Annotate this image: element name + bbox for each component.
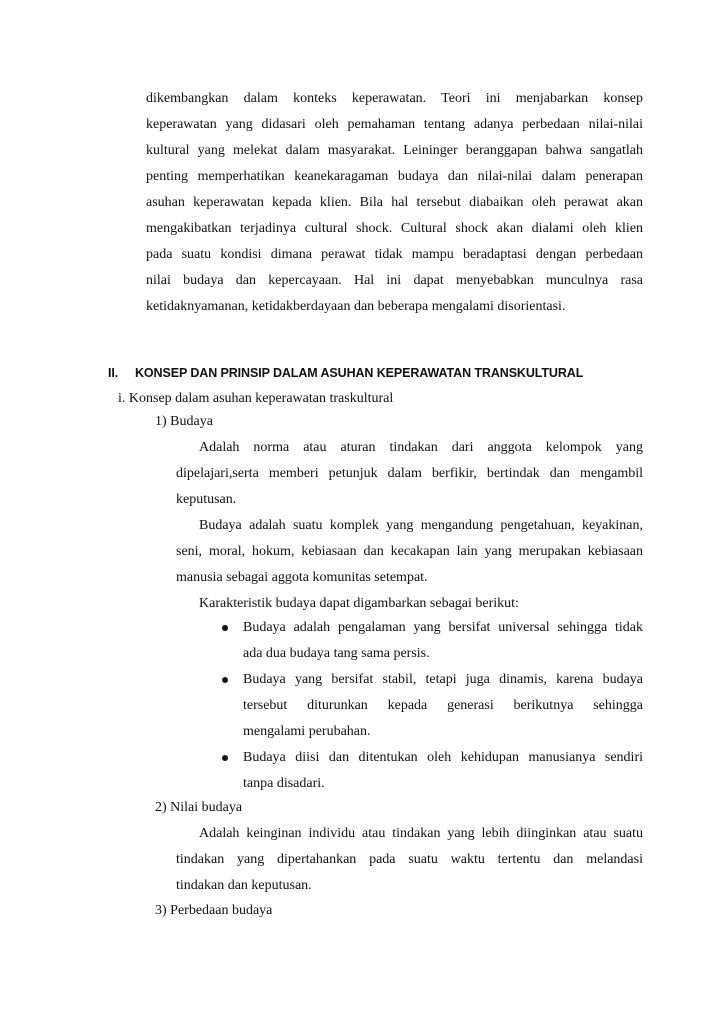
section-number: II. <box>108 366 119 380</box>
bullet-line: Budaya yang bersifat stabil, tetapi juga dinamis, karena budaya <box>243 672 643 687</box>
bullet-icon <box>222 625 228 631</box>
nilai-budaya-line: tindakan yang dipertahankan pada suatu waktu tertentu dan melandasi <box>176 852 643 867</box>
bullet-line: Budaya diisi dan ditentukan oleh kehidupan manusianya sendiri <box>243 750 643 765</box>
section-title: KONSEP DAN PRINSIP DALAM ASUHAN KEPERAWATAN TRANSKULTURAL <box>135 366 584 380</box>
budaya-para-line: seni, moral, hokum, kebiasaan dan kecakapan lain yang merupakan kebiasaan <box>176 544 643 559</box>
intro-line: mengakibatkan terjadinya cultural shock. Cultural shock akan dialami oleh klien <box>146 221 643 236</box>
intro-line: nilai budaya dan kepercayaan. Hal ini dapat menyebabkan munculnya rasa <box>146 273 643 288</box>
intro-line: kultural yang melekat dalam masyarakat. Leininger beranggapan bahwa sangatlah <box>146 143 643 158</box>
intro-paragraph <box>146 86 643 320</box>
intro-line: pada suatu kondisi dimana perawat tidak mampu beradaptasi dengan perbedaan <box>146 247 643 262</box>
budaya-para-line: manusia sebagai aggota komunitas setempat. <box>176 570 428 585</box>
bullet-icon <box>222 755 228 761</box>
nilai-budaya-line: tindakan dan keputusan. <box>176 878 312 893</box>
bullet-line: Budaya adalah pengalaman yang bersifat universal sehingga tidak <box>243 620 643 635</box>
item-label-budaya: 1) Budaya <box>155 414 213 429</box>
subsection-title: i. Konsep dalam asuhan keperawatan traskultural <box>118 391 394 406</box>
budaya-definition-line: dipelajari,serta memberi petunjuk dalam berfikir, bertindak dan mengambil <box>176 466 643 481</box>
bullet-line: tersebut diturunkan kepada generasi berikutnya sehingga <box>243 698 643 713</box>
intro-line: ketidaknyamanan, ketidakberdayaan dan beberapa mengalami disorientasi. <box>146 299 566 314</box>
budaya-definition-line: keputusan. <box>176 492 237 507</box>
bullet-line: tanpa disadari. <box>243 776 325 791</box>
item-label-nilai-budaya: 2) Nilai budaya <box>155 800 243 815</box>
budaya-definition-line: Adalah norma atau aturan tindakan dari anggota kelompok yang <box>199 440 643 455</box>
bullet-line: mengalami perubahan. <box>243 724 371 739</box>
item-label-perbedaan-budaya: 3) Perbedaan budaya <box>155 903 273 918</box>
section-heading <box>108 366 583 380</box>
intro-line: penting memperhatikan keanekaragaman budaya dan nilai-nilai dalam penerapan <box>146 169 643 184</box>
bullet-line: ada dua budaya tang sama persis. <box>243 646 430 661</box>
nilai-budaya-line: Adalah keinginan individu atau tindakan yang lebih diinginkan atau suatu <box>199 826 643 841</box>
intro-line: keperawatan yang didasari oleh pemahaman tentang adanya perbedaan nilai-nilai <box>146 117 643 132</box>
intro-line: asuhan keperawatan kepada klien. Bila hal tersebut diabaikan oleh perawat akan <box>146 195 643 210</box>
karakteristik-intro: Karakteristik budaya dapat digambarkan sebagai berikut: <box>199 596 519 611</box>
budaya-para-line: Budaya adalah suatu komplek yang mengandung pengetahuan, keyakinan, <box>199 518 643 533</box>
intro-line: dikembangkan dalam konteks keperawatan. Teori ini menjabarkan konsep <box>146 91 643 106</box>
bullet-icon <box>222 677 228 683</box>
